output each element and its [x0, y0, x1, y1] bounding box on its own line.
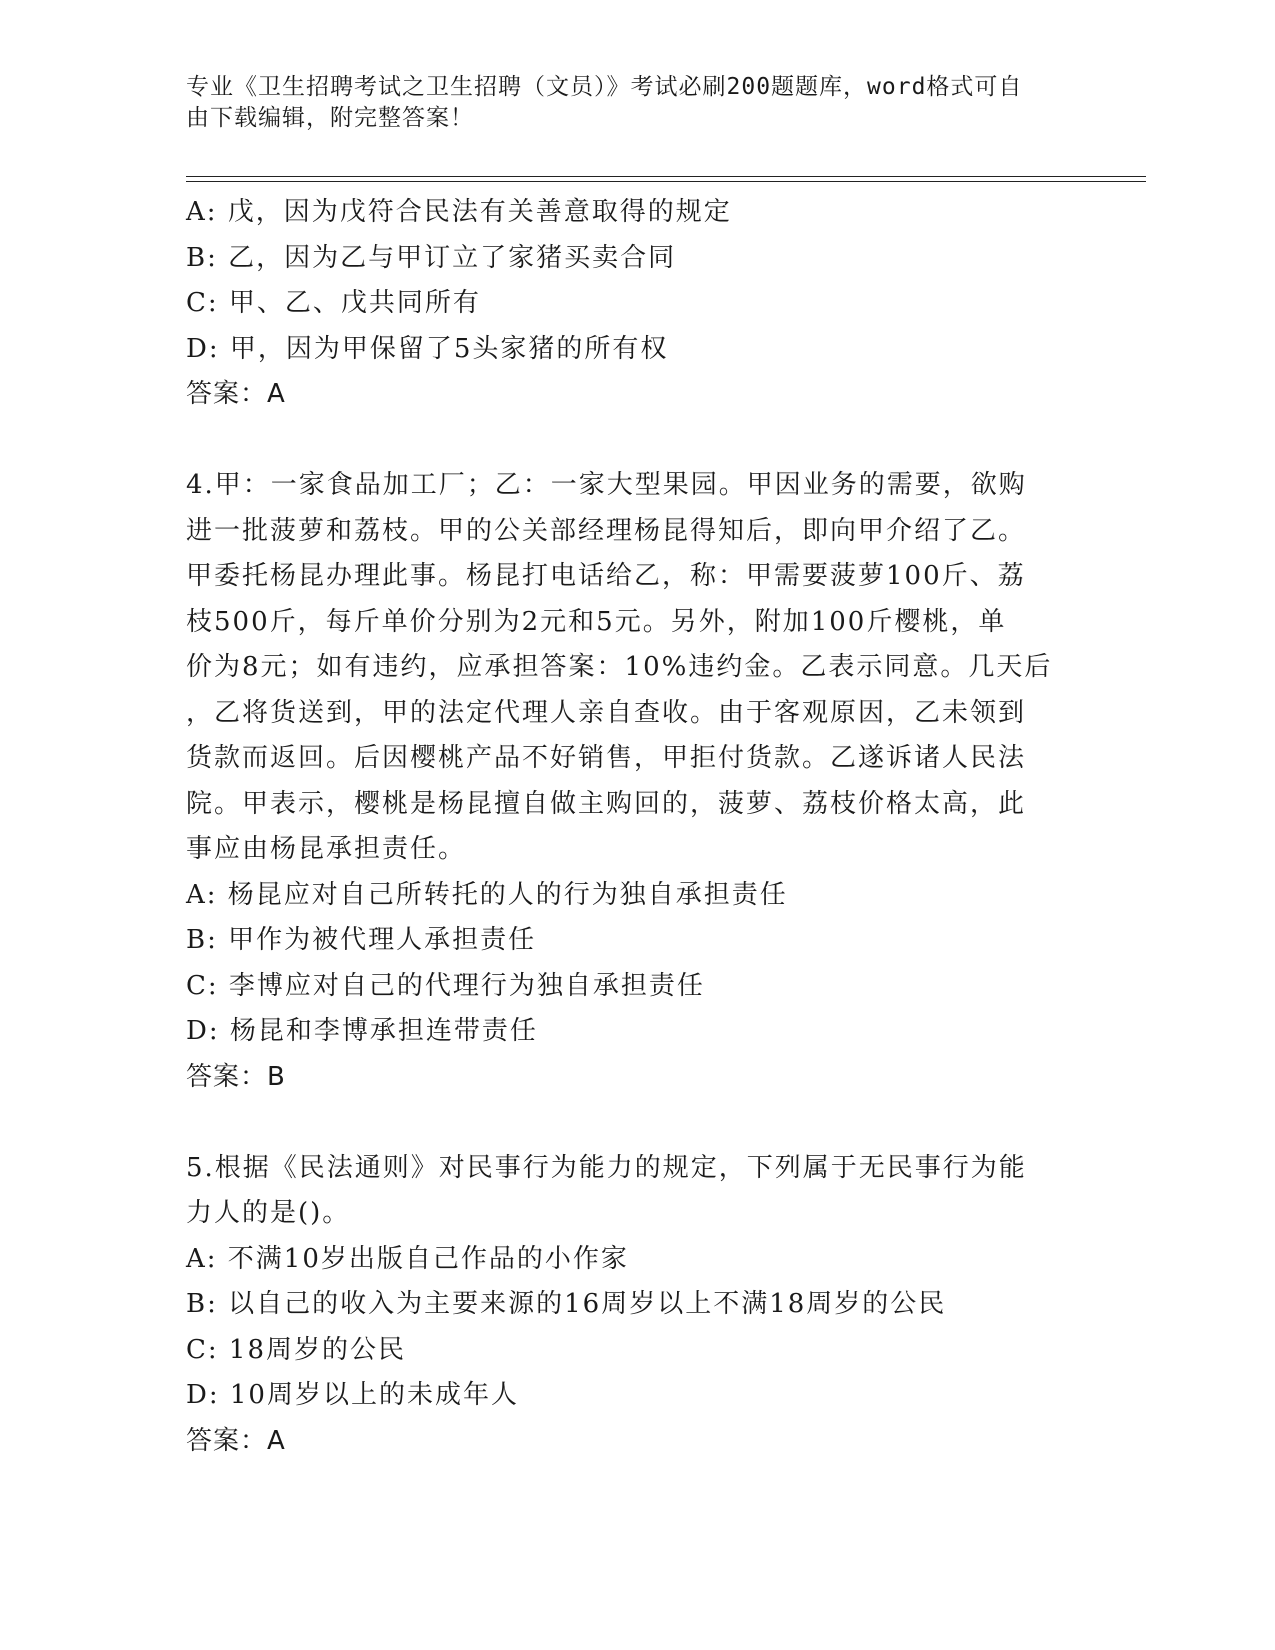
answer-line: 答案：A	[186, 1425, 286, 1456]
spacer	[186, 418, 1086, 464]
option-b: B: 乙，因为乙与甲订立了家猪买卖合同	[186, 242, 677, 273]
header-divider-top	[186, 176, 1146, 177]
question-3	[186, 190, 1086, 418]
question-line: 货款而返回。后因樱桃产品不好销售，甲拒付货款。乙遂诉诸人民法	[186, 743, 1027, 773]
question-line: 甲委托杨昆办理此事。杨昆打电话给乙，称：甲需要菠萝100斤、荔	[186, 561, 1026, 591]
option-b: B: 甲作为被代理人承担责任	[186, 925, 537, 955]
question-text	[186, 463, 1086, 873]
option-a: A: 不满10岁出版自己作品的小作家	[186, 1243, 629, 1274]
question-line: 事应由杨昆承担责任。	[186, 834, 467, 864]
question-line: 4.甲：一家食品加工厂；乙：一家大型果园。甲因业务的需要，欲购	[186, 470, 1027, 500]
option-d: D: 杨昆和李博承担连带责任	[186, 1016, 538, 1046]
question-line: 院。甲表示，樱桃是杨昆擅自做主购回的，菠萝、荔枝价格太高，此	[186, 788, 1027, 819]
option-d: D: 10周岁以上的未成年人	[186, 1380, 519, 1410]
answer-line: 答案：B	[186, 1061, 286, 1092]
question-line: 力人的是()。	[186, 1198, 351, 1228]
option-a: A: 戊，因为戊符合民法有关善意取得的规定	[186, 197, 732, 227]
header-line-1: 专业《卫生招聘考试之卫生招聘（文员）》考试必刷200题题库，word格式可自	[186, 74, 1023, 100]
question-4	[186, 463, 1086, 1100]
question-line: 价为8元；如有违约，应承担答案：10%违约金。乙表示同意。几天后	[186, 652, 1053, 682]
option-c: C: 李博应对自己的代理行为独自承担责任	[186, 970, 705, 1001]
document-header	[186, 72, 1066, 134]
option-c: C: 18周岁的公民	[186, 1334, 407, 1365]
question-line: 枝500斤，每斤单价分别为2元和5元。另外，附加100斤樱桃，单	[186, 606, 1007, 637]
question-line: 进一批菠萝和荔枝。甲的公关部经理杨昆得知后，即向甲介绍了乙。	[186, 515, 1027, 546]
answer-line: 答案：A	[186, 379, 286, 409]
document-body	[186, 190, 1086, 1464]
question-5	[186, 1146, 1086, 1465]
header-line-2: 由下载编辑，附完整答案！	[186, 105, 474, 131]
option-c: C: 甲、乙、戊共同所有	[186, 288, 481, 318]
header-divider-bottom	[186, 181, 1146, 182]
option-d: D: 甲，因为甲保留了5头家猪的所有权	[186, 333, 669, 364]
spacer	[186, 1100, 1086, 1146]
question-line: ，乙将货送到，甲的法定代理人亲自查收。由于客观原因，乙未领到	[186, 697, 1027, 728]
question-line: 5.根据《民法通则》对民事行为能力的规定，下列属于无民事行为能	[186, 1152, 1027, 1183]
option-b: B: 以自己的收入为主要来源的16周岁以上不满18周岁的公民	[186, 1289, 947, 1319]
option-a: A: 杨昆应对自己所转托的人的行为独自承担责任	[186, 879, 788, 910]
question-text	[186, 1146, 1086, 1237]
